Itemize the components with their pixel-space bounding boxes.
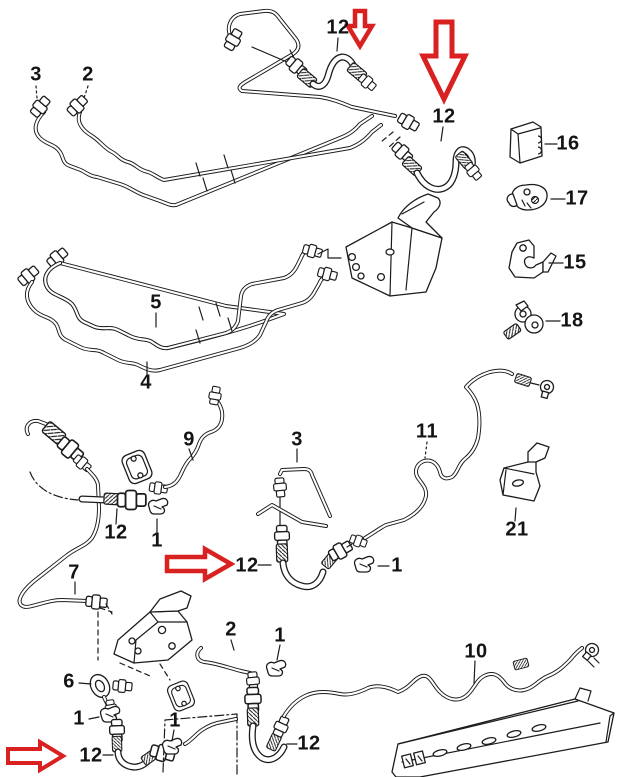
part-label-10: 10 [464,640,488,663]
highlight-arrow-right-center [167,549,231,579]
part-label-15: 15 [563,251,587,274]
part-label-12-second: 12 [432,105,456,128]
shield-plate-a [120,449,153,486]
part-label-12-lowerleft: 12 [104,521,128,544]
clip-17 [507,185,565,210]
part-label-2-bottom: 2 [225,618,237,641]
part-label-1-d: 1 [169,709,181,732]
shield-plate-b [166,679,196,712]
part-label-17: 17 [565,187,589,210]
part-label-3-center: 3 [291,428,303,451]
clip-18 [503,301,560,340]
part-label-1-b: 1 [391,554,403,577]
highlight-arrow-down-small [348,11,372,46]
sill-rail [392,688,614,777]
clip-15 [509,240,563,278]
pipe-4 [16,264,338,374]
part-label-5: 5 [150,291,162,314]
mounting-bracket-center [346,194,442,296]
pipe-3-center [258,449,330,528]
clip-16 [510,122,557,163]
part-label-16: 16 [556,132,580,155]
part-label-9: 9 [183,428,195,451]
top-left-pipes-3-2 [28,86,381,205]
part-label-1-a: 1 [151,529,163,552]
part-label-1-c: 1 [73,707,85,730]
bracket-21 [500,443,549,521]
part-label-4: 4 [140,371,152,394]
mounting-bracket-bottom [98,591,192,680]
part-label-12-center: 12 [235,554,259,577]
part-label-6: 6 [63,670,75,693]
part-label-21: 21 [505,518,529,541]
part-label-12-top: 12 [326,16,350,39]
pipe-stub-center-bottom [185,719,236,744]
clip-1-b [355,556,374,572]
pipe-5 [45,243,341,349]
hose-12-bottom-middle-assembly [245,687,297,759]
part-label-11: 11 [415,420,439,443]
leader-1-c [89,717,99,719]
pipe-2-bottom [197,640,260,691]
highlight-arrow-down-large [423,22,465,99]
part-label-1-e: 1 [274,624,286,647]
part-label-12-bottommiddle: 12 [297,732,321,755]
highlight-arrow-right-bottom [8,742,63,770]
part-label-18: 18 [560,309,584,332]
hose-12-lower-left-assembly [20,421,146,614]
part-label-12-bottomleft: 12 [79,744,103,767]
part-label-2-topleft: 2 [82,63,94,86]
clip-1-a [149,498,168,514]
part-label-7: 7 [68,561,80,584]
clip-1-e [267,660,286,676]
hose-12-center-assembly [258,525,368,586]
pipe-11 [365,371,555,538]
part-label-3-topleft: 3 [30,63,42,86]
